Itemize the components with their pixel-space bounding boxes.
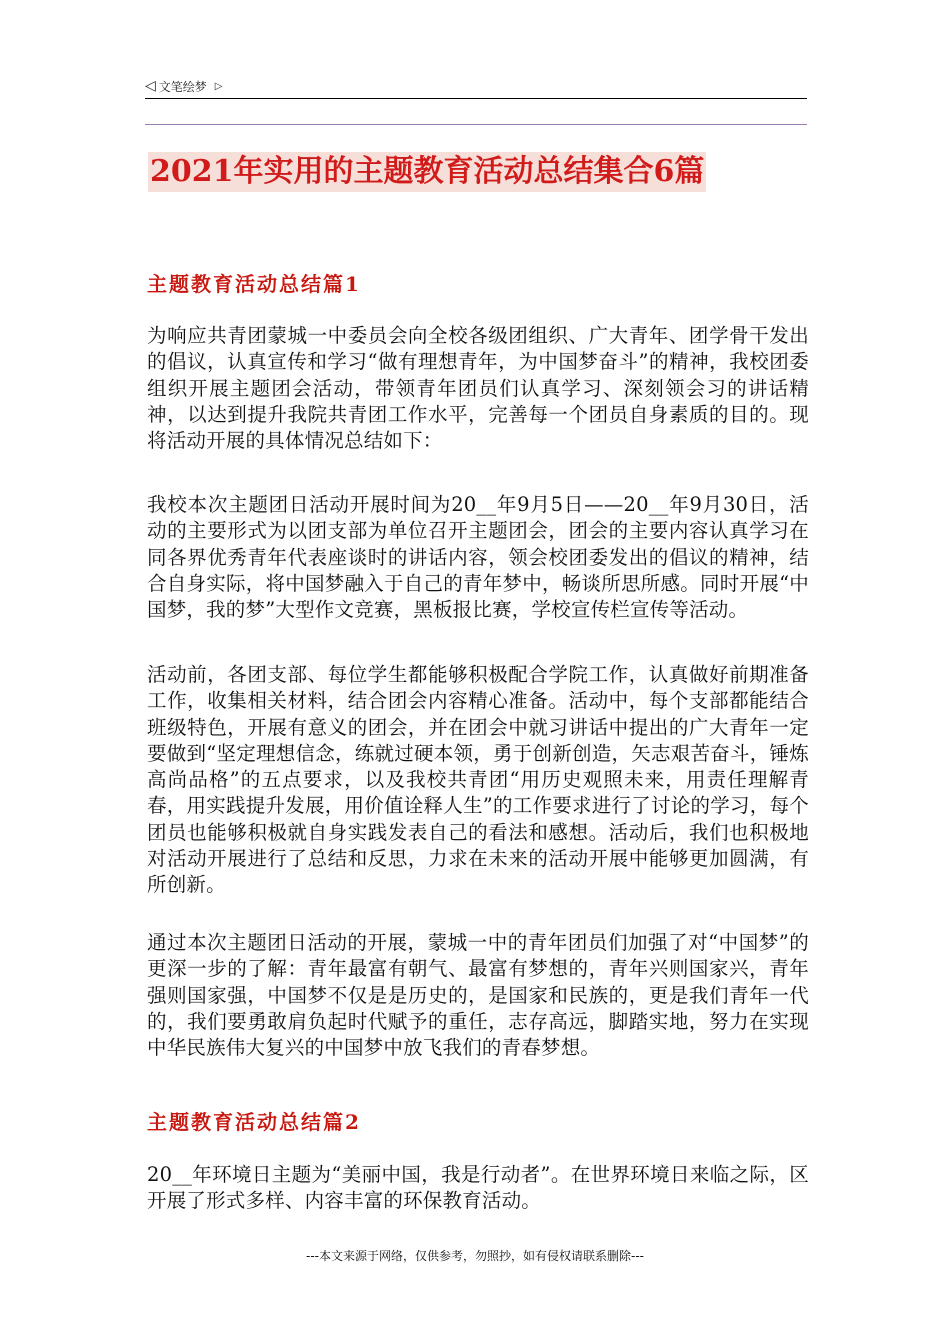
brand-name: 文笔绘梦 — [158, 79, 207, 94]
document-title: 2021年实用的主题教育活动总结集合6篇 — [148, 152, 706, 192]
triangle-left-icon: ◁ — [145, 78, 156, 94]
document-header — [145, 74, 805, 98]
triangle-right-icon: ▷ — [214, 80, 223, 92]
section-heading-1: 主题教育活动总结篇1 — [147, 272, 361, 296]
paragraph: 20__年环境日主题为“美丽中国，我是行动者”。在世界环境日来临之际，区开展了形式多样、内容丰富的环保教育活动。 — [147, 1163, 809, 1213]
header-rule — [145, 98, 807, 99]
title-divider — [145, 124, 807, 125]
paragraph: 为响应共青团蒙城一中委员会向全校各级团组织、广大青年、团学骨干发出的倡议，认真宣传和学习“做有理想青年，为中国梦奋斗”的精神，我校团委组织开展主题团会活动，带领青年团员们认真学习、深刻领会习的讲话精神，以达到提升我院共青团工作水平，完善每一个团员自身素质的目的。现将活动开展的具体情况总结如下： — [147, 324, 809, 453]
paragraph: 活动前，各团支部、每位学生都能够积极配合学院工作，认真做好前期准备工作，收集相关材料，结合团会内容精心准备。活动中，每个支部都能结合班级特色，开展有意义的团会，并在团会中就习讲话中提出的广大青年一定要做到“坚定理想信念，练就过硬本领，勇于创新创造，矢志艰苦奋斗，锤炼高尚品格”的五点要求，以及我校共青团“用历史观照未来，用责任理解青春，用实践提升发展，用价值诠释人生”的工作要求进行了讨论的学习，每个团员也能够积极就自身实践发表自己的看法和感想。活动后，我们也积极地对活动开展进行了总结和反思，力求在未来的活动开展中能够更加圆满，有所创新。 — [147, 663, 809, 897]
disclaimer-footer: ---本文来源于网络，仅供参考，勿照抄，如有侵权请联系删除--- — [306, 1249, 644, 1263]
paragraph: 通过本次主题团日活动的开展，蒙城一中的青年团员们加强了对“中国梦”的更深一步的了解：青年最富有朝气、最富有梦想的，青年兴则国家兴，青年强则国家强，中国梦不仅是是历史的，是国家和民族的，更是我们青年一代的，我们要勇敢肩负起时代赋予的重任，志存高远，脚踏实地，努力在实现中华民族伟大复兴的中国梦中放飞我们的青春梦想。 — [147, 931, 809, 1060]
section-heading-2: 主题教育活动总结篇2 — [147, 1110, 361, 1134]
paragraph: 我校本次主题团日活动开展时间为20__年9月5日——20__年9月30日，活动的主要形式为以团支部为单位召开主题团会，团会的主要内容认真学习在同各界优秀青年代表座谈时的讲话内容，领会校团委发出的倡议的精神，结合自身实际，将中国梦融入于自己的青年梦中，畅谈所思所感。同时开展“中国梦，我的梦”大型作文竞赛，黑板报比赛，学校宣传栏宣传等活动。 — [147, 493, 809, 622]
